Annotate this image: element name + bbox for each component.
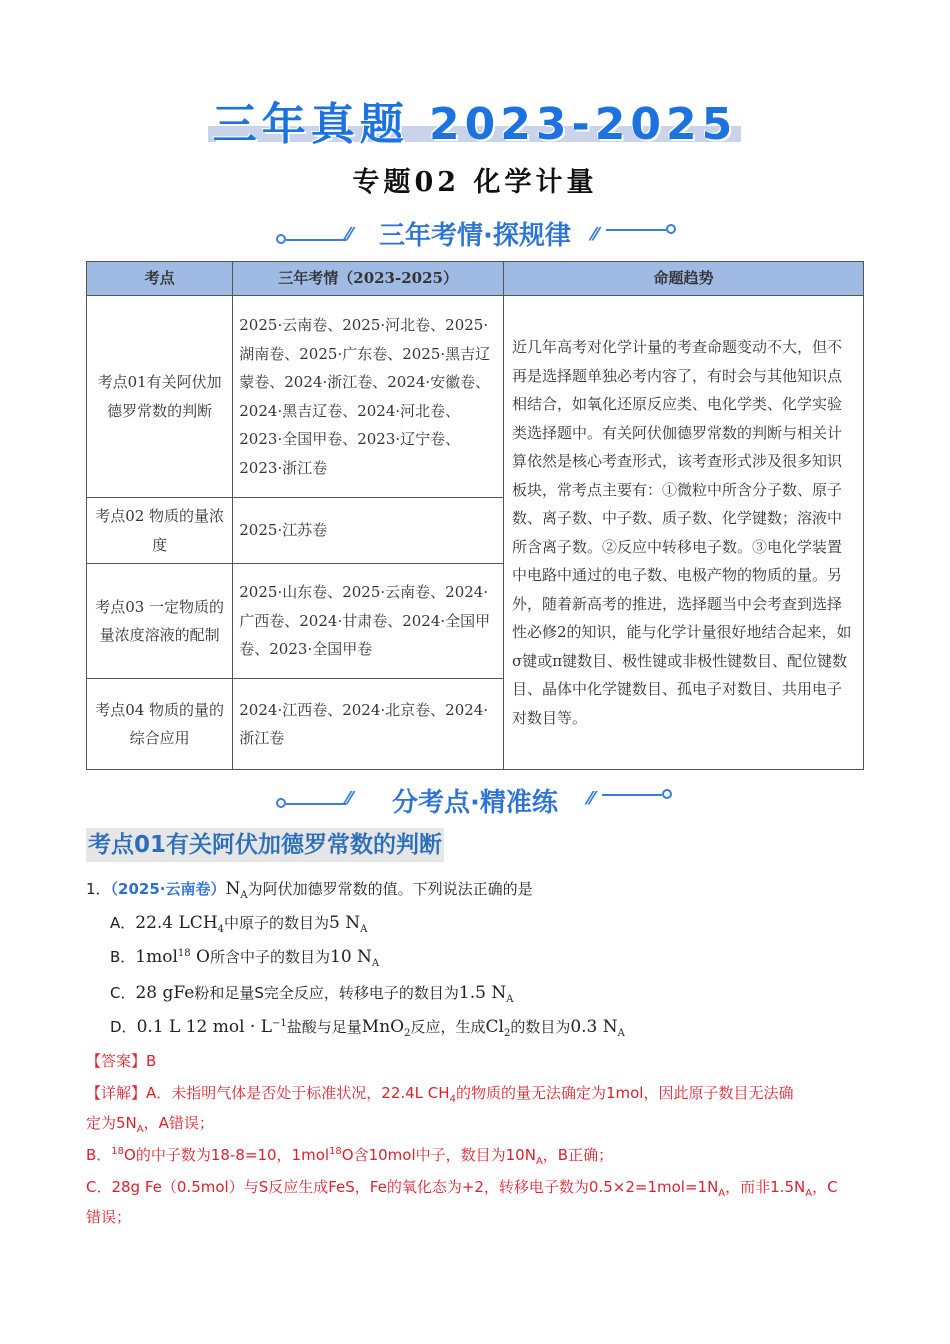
table-header-row <box>87 262 864 296</box>
option-b <box>110 946 379 969</box>
table-cell-years: 2025·江苏卷 <box>233 498 504 564</box>
detail-sub: A <box>535 1156 543 1167</box>
table-cell-years: 2024·江西卷、2024·北京卷、2024·浙江卷 <box>233 679 504 770</box>
option-label: C． <box>110 984 136 1002</box>
table-cell-years: 2025·云南卷、2025·河北卷、2025·湖南卷、2025·广东卷、2025·黑吉辽蒙卷、2024·浙江卷、2024·安徽卷、2024·黑吉辽卷、2024·河北卷、2023·全国甲卷、2023·辽宁卷、2023·浙江卷 <box>233 296 504 498</box>
option-text: 中原子的数目为 <box>224 914 330 932</box>
value-sub: A <box>506 994 514 1005</box>
deco-slash-right: ⁄⁄ <box>588 788 595 809</box>
symbol-n: N <box>225 879 241 899</box>
option-text: 粉和足量 <box>194 984 255 1002</box>
section-title-practice: 分考点·精准练 <box>392 788 558 818</box>
deco-slash-right: ⁄⁄ <box>592 224 599 245</box>
deco-line-right <box>602 794 662 796</box>
header-years: 三年考情（2023-2025） <box>233 262 504 296</box>
detail-text: O的中子数为18-8=10，1mol <box>124 1146 330 1164</box>
detail-text: C．28g Fe（0.5mol）与S反应生成FeS，Fe的氧化态为+2，转移电子数为0.5×2=1mol=1N <box>86 1178 719 1196</box>
value-sub: A <box>371 958 380 969</box>
answer-label: 【答案】 <box>86 1052 147 1070</box>
detail-text: A．未指明气体是否处于标准状况，22.4L CH <box>146 1084 450 1102</box>
option-c <box>110 982 513 1005</box>
formula-sup: 18 <box>177 948 191 959</box>
formula-sub: 4 <box>217 924 225 935</box>
answer-line <box>86 1050 156 1071</box>
deco-slash-left: ⁄⁄ <box>346 788 353 809</box>
table-cell-point: 考点01有关阿伏加德罗常数的判断 <box>87 296 233 498</box>
deco-slash-left: ⁄⁄ <box>346 224 353 245</box>
option-formula: 1mol <box>135 947 178 967</box>
deco-dot-right <box>662 789 672 799</box>
option-formula: 0.1 L 12 mol · L <box>136 1017 273 1037</box>
value-sub: A <box>617 1028 625 1039</box>
question-stem <box>86 878 533 901</box>
question-number: 1． <box>86 880 111 898</box>
detail-text: ，A错误； <box>143 1114 214 1132</box>
detail-text: ，B正确； <box>542 1146 614 1164</box>
header-trend: 命题趋势 <box>503 262 863 296</box>
table-cell-point: 考点02 物质的量浓度 <box>87 498 233 564</box>
option-formula: 28 gFe <box>135 983 195 1003</box>
option-formula: 22.4 LCH <box>135 913 218 933</box>
option-symbol: S <box>254 984 264 1002</box>
table-cell-point: 考点04 物质的量的综合应用 <box>87 679 233 770</box>
answer-value: B <box>146 1052 157 1070</box>
header-point: 考点 <box>87 262 233 296</box>
topic-heading: 考点01有关阿伏加德罗常数的判断 <box>86 828 444 862</box>
formula-sup: −1 <box>272 1018 287 1029</box>
option-cl: Cl <box>485 1017 504 1037</box>
option-label: D． <box>110 1018 137 1036</box>
banner-title: 三年真题 2023-2025 <box>212 99 738 150</box>
detail-text: 错误； <box>86 1208 132 1226</box>
table-cell-years: 2025·山东卷、2025·云南卷、2024·广西卷、2024·甘肃卷、2024·全国甲卷、2023·全国甲卷 <box>233 564 504 679</box>
option-label: A． <box>110 914 136 932</box>
detail-line-c2 <box>86 1206 131 1227</box>
detail-text: O含10mol中子，数目为10N <box>341 1146 536 1164</box>
detail-sub: 4 <box>449 1094 456 1105</box>
deco-line-right <box>606 229 666 231</box>
option-value: 1.5 N <box>458 983 507 1003</box>
detail-sub: A <box>136 1124 144 1135</box>
detail-line-b <box>86 1144 613 1167</box>
detail-text: ，而非1.5N <box>725 1178 806 1196</box>
table-cell-point: 考点03 一定物质的量浓度溶液的配制 <box>87 564 233 679</box>
page-subtitle: 专题02 化学计量 <box>352 167 598 198</box>
question-text: 为阿伏加德罗常数的值。下列说法正确的是 <box>247 880 533 898</box>
option-mno: MnO <box>361 1017 405 1037</box>
detail-line-c1 <box>86 1176 838 1199</box>
detail-text: ，C <box>812 1178 838 1196</box>
option-formula-b: O <box>190 947 210 967</box>
detail-sub: A <box>718 1188 726 1199</box>
option-text: 所含中子的数目为 <box>209 948 330 966</box>
detail-sup: 18 <box>111 1146 125 1157</box>
summary-table <box>86 261 864 770</box>
option-value: 0.3 N <box>570 1017 618 1037</box>
mno-sub: 2 <box>404 1028 411 1039</box>
question-source: （2025·云南卷） <box>110 880 226 898</box>
detail-text: 的物质的量无法确定为1mol，因此原子数目无法确 <box>455 1084 794 1102</box>
detail-text: 定为5N <box>86 1114 137 1132</box>
detail-text: B． <box>86 1146 112 1164</box>
detail-label: 【详解】 <box>86 1084 147 1102</box>
option-text2: 反应，生成 <box>410 1018 486 1036</box>
option-a <box>110 912 367 935</box>
symbol-sub: A <box>240 890 248 901</box>
option-d <box>110 1016 625 1039</box>
detail-sub: A <box>805 1188 813 1199</box>
option-text: 盐酸与足量 <box>286 1018 362 1036</box>
trend-cell: 近几年高考对化学计量的考查命题变动不大，但不再是选择题单独必考内容了，有时会与其他知识点相结合，如氧化还原反应类、电化学类、化学实验类选择题中。有关阿伏伽德罗常数的判断与相关计算依然是核心考查形式，该考查形式涉及很多知识板块，常考点主要有：①微粒中所含分子数、原子数、离子数、中子数、质子数、化学键数；溶液中所含离子数。②反应中转移电子数。③电化学装置中电路中通过的电子数、电极产物的物质的量。另外，随着新高考的推进，选择题当中会考查到选择性必修2的知识，能与化学计量很好地结合起来，如σ键或π键数目、极性键或非极性键数目、配位键数目、晶体中化学键数目、孤电子对数目、共用电子对数目等。 <box>503 296 863 770</box>
section-title-trends: 三年考情·探规律 <box>379 221 571 251</box>
deco-dot-right <box>666 224 676 234</box>
option-label: B． <box>110 948 136 966</box>
option-text2: 完全反应，转移电子的数目为 <box>263 984 459 1002</box>
cl-sub: 2 <box>503 1028 511 1039</box>
option-text3: 的数目为 <box>510 1018 571 1036</box>
detail-sup: 18 <box>329 1146 342 1157</box>
detail-line-a1 <box>86 1082 793 1105</box>
option-value: 5 N <box>329 913 361 933</box>
table-row <box>87 296 864 498</box>
option-value: 10 N <box>330 947 372 967</box>
value-sub: A <box>360 924 368 935</box>
detail-line-a2 <box>86 1112 214 1135</box>
